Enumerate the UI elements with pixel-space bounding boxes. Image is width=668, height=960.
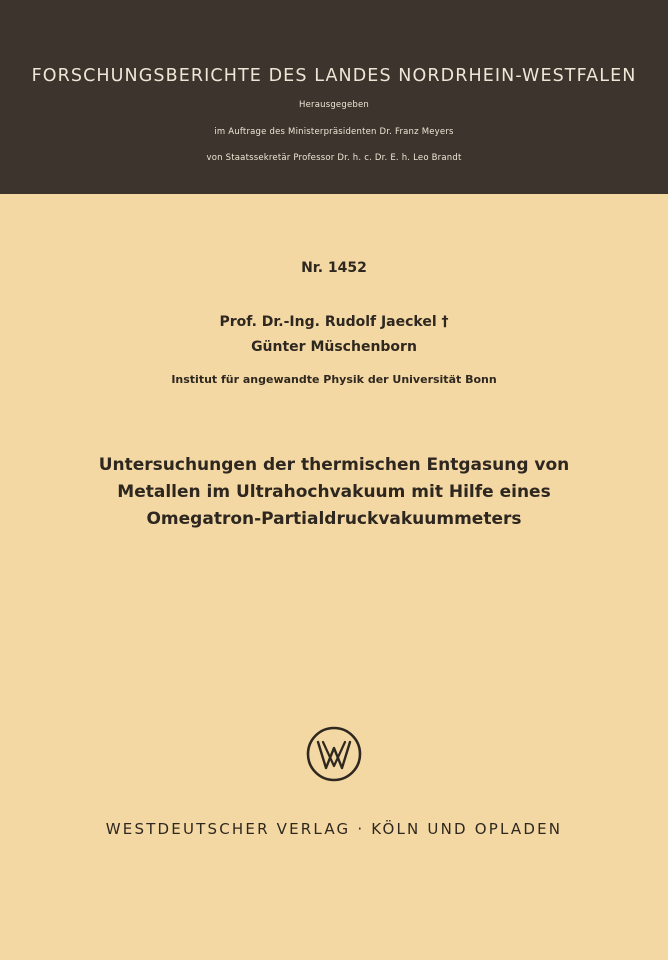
report-number: Nr. 1452 [301, 260, 367, 276]
author-secondary: Günter Müschenborn [251, 339, 417, 355]
title-line: Untersuchungen der thermischen Entgasung von [98, 455, 570, 475]
secretary-line: von Staatssekretär Professor Dr. h. c. Dr. E. h. Leo Brandt [206, 153, 462, 163]
author-primary: Prof. Dr.-Ing. Rudolf Jaeckel † [219, 314, 449, 330]
title-line: Omegatron-Partialdruckvakuummeters [146, 509, 522, 529]
series-header-band [0, 0, 668, 194]
title-line: Metallen im Ultrahochvakuum mit Hilfe eines [117, 482, 551, 502]
editor-label: Herausgegeben [298, 100, 369, 110]
institute-name: Institut für angewandte Physik der Universität Bonn [171, 373, 497, 386]
series-title: FORSCHUNGSBERICHTE DES LANDES NORDRHEIN-WESTFALEN [31, 66, 637, 86]
publisher-logo-icon [306, 726, 362, 782]
report-title [0, 452, 668, 533]
publisher-name: WESTDEUTSCHER VERLAG · KÖLN UND OPLADEN [105, 820, 563, 838]
commission-line: im Auftrage des Ministerpräsidenten Dr. Franz Meyers [214, 127, 454, 137]
